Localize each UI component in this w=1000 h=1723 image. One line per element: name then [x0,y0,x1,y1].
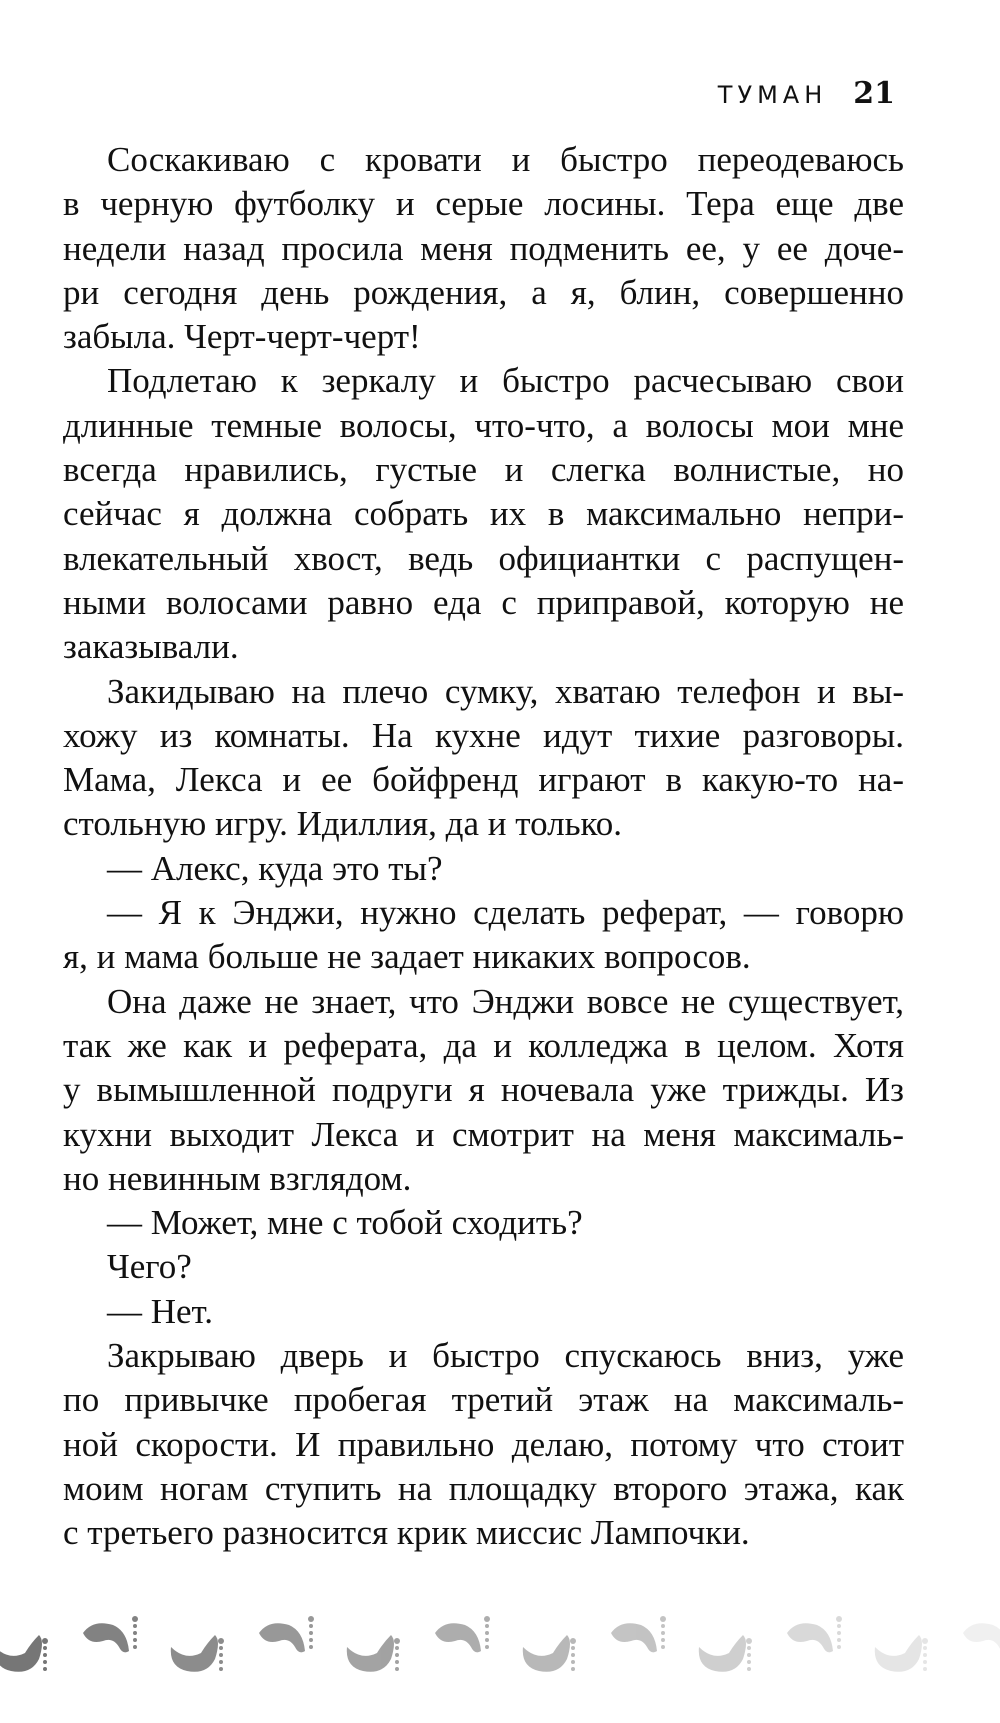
footprint [83,1616,138,1652]
text-line: длинные темные волосы, что-что, а волосы мои мне [63,405,904,445]
text-line: — Может, мне с тобой сходить? [107,1203,583,1243]
text-line: — Я к Энджи, нужно сделать реферат, — говорю [107,893,904,933]
text-line: в черную футболку и серые лосины. Тера еще две [63,184,904,224]
footprint [875,1635,928,1672]
text-line: ной скорости. И правильно делаю, потому что стоит [63,1424,904,1464]
text-line: но невинным взглядом. [63,1158,412,1198]
footprint [611,1616,666,1652]
paragraph [63,980,904,1201]
text-line: недели назад просила меня подменить ее, у ее доче- [63,228,904,268]
paragraph [63,670,904,847]
text-line: заказывали. [63,627,239,667]
running-title: ТУМАН [717,81,828,109]
text-line: Закидываю на плечо сумку, хватаю телефон и вы- [107,671,904,711]
paragraph [63,1245,904,1289]
text-line: ри сегодня день рождения, а я, блин, совершенно [63,272,904,312]
text-line: влекательный хвост, ведь официантки с распущен- [63,538,904,578]
text-line: Закрываю дверь и быстро спускаюсь вниз, уже [107,1336,904,1376]
footprints-icon [0,1605,1000,1685]
text-line: — Алекс, куда это ты? [107,848,443,888]
paragraph [63,138,904,359]
text-line: у вымышленной подруги я ночевала уже трижды. Из [63,1070,904,1110]
paragraph [63,1201,904,1245]
footprint [963,1616,1000,1652]
paragraph [63,1290,904,1334]
paragraph [63,359,904,669]
text-line: — Нет. [107,1291,213,1331]
page-header [718,76,895,111]
paragraph [63,1334,904,1555]
footprint [699,1635,752,1672]
footprint [347,1635,400,1672]
body-text [63,138,904,1556]
text-line: Она даже не знает, что Энджи вовсе не существует, [107,981,904,1021]
text-line: Мама, Лекса и ее бойфренд играют в какую-то на- [63,760,904,800]
text-line: всегда нравились, густые и слегка волнистые, но [63,450,904,490]
text-line: так же как и реферата, да и колледжа в целом. Хотя [63,1025,904,1065]
paragraph [63,891,904,980]
text-line: с третьего разносится крик миссис Лампочки. [63,1513,750,1553]
text-line: по привычке пробегая третий этаж на максималь- [63,1380,904,1420]
text-line: Подлетаю к зеркалу и быстро расчесываю свои [107,361,904,401]
text-line: стольную игру. Идиллия, да и только. [63,804,623,844]
text-line: ными волосами равно еда с приправой, которую не [63,582,904,622]
text-line: хожу из комнаты. На кухне идут тихие разговоры. [63,715,904,755]
footprint [787,1616,842,1652]
text-line: забыла. Черт-черт-черт! [63,317,421,357]
text-line: сейчас я должна собрать их в максимально непри- [63,494,904,534]
paragraph [63,847,904,891]
footprint [435,1616,490,1652]
text-line: Чего? [107,1247,192,1287]
text-line: кухни выходит Лекса и смотрит на меня максималь- [63,1114,904,1154]
text-line: моим ногам ступить на площадку второго этажа, как [63,1468,904,1508]
footprint [0,1635,48,1672]
footprint [523,1635,576,1672]
text-line: Соскакиваю с кровати и быстро переодеваюсь [107,140,904,179]
page-number: 21 [853,76,895,111]
footprint [259,1616,314,1652]
text-line: я, и мама больше не задает никаких вопросов. [63,937,751,977]
footprint [171,1635,224,1672]
